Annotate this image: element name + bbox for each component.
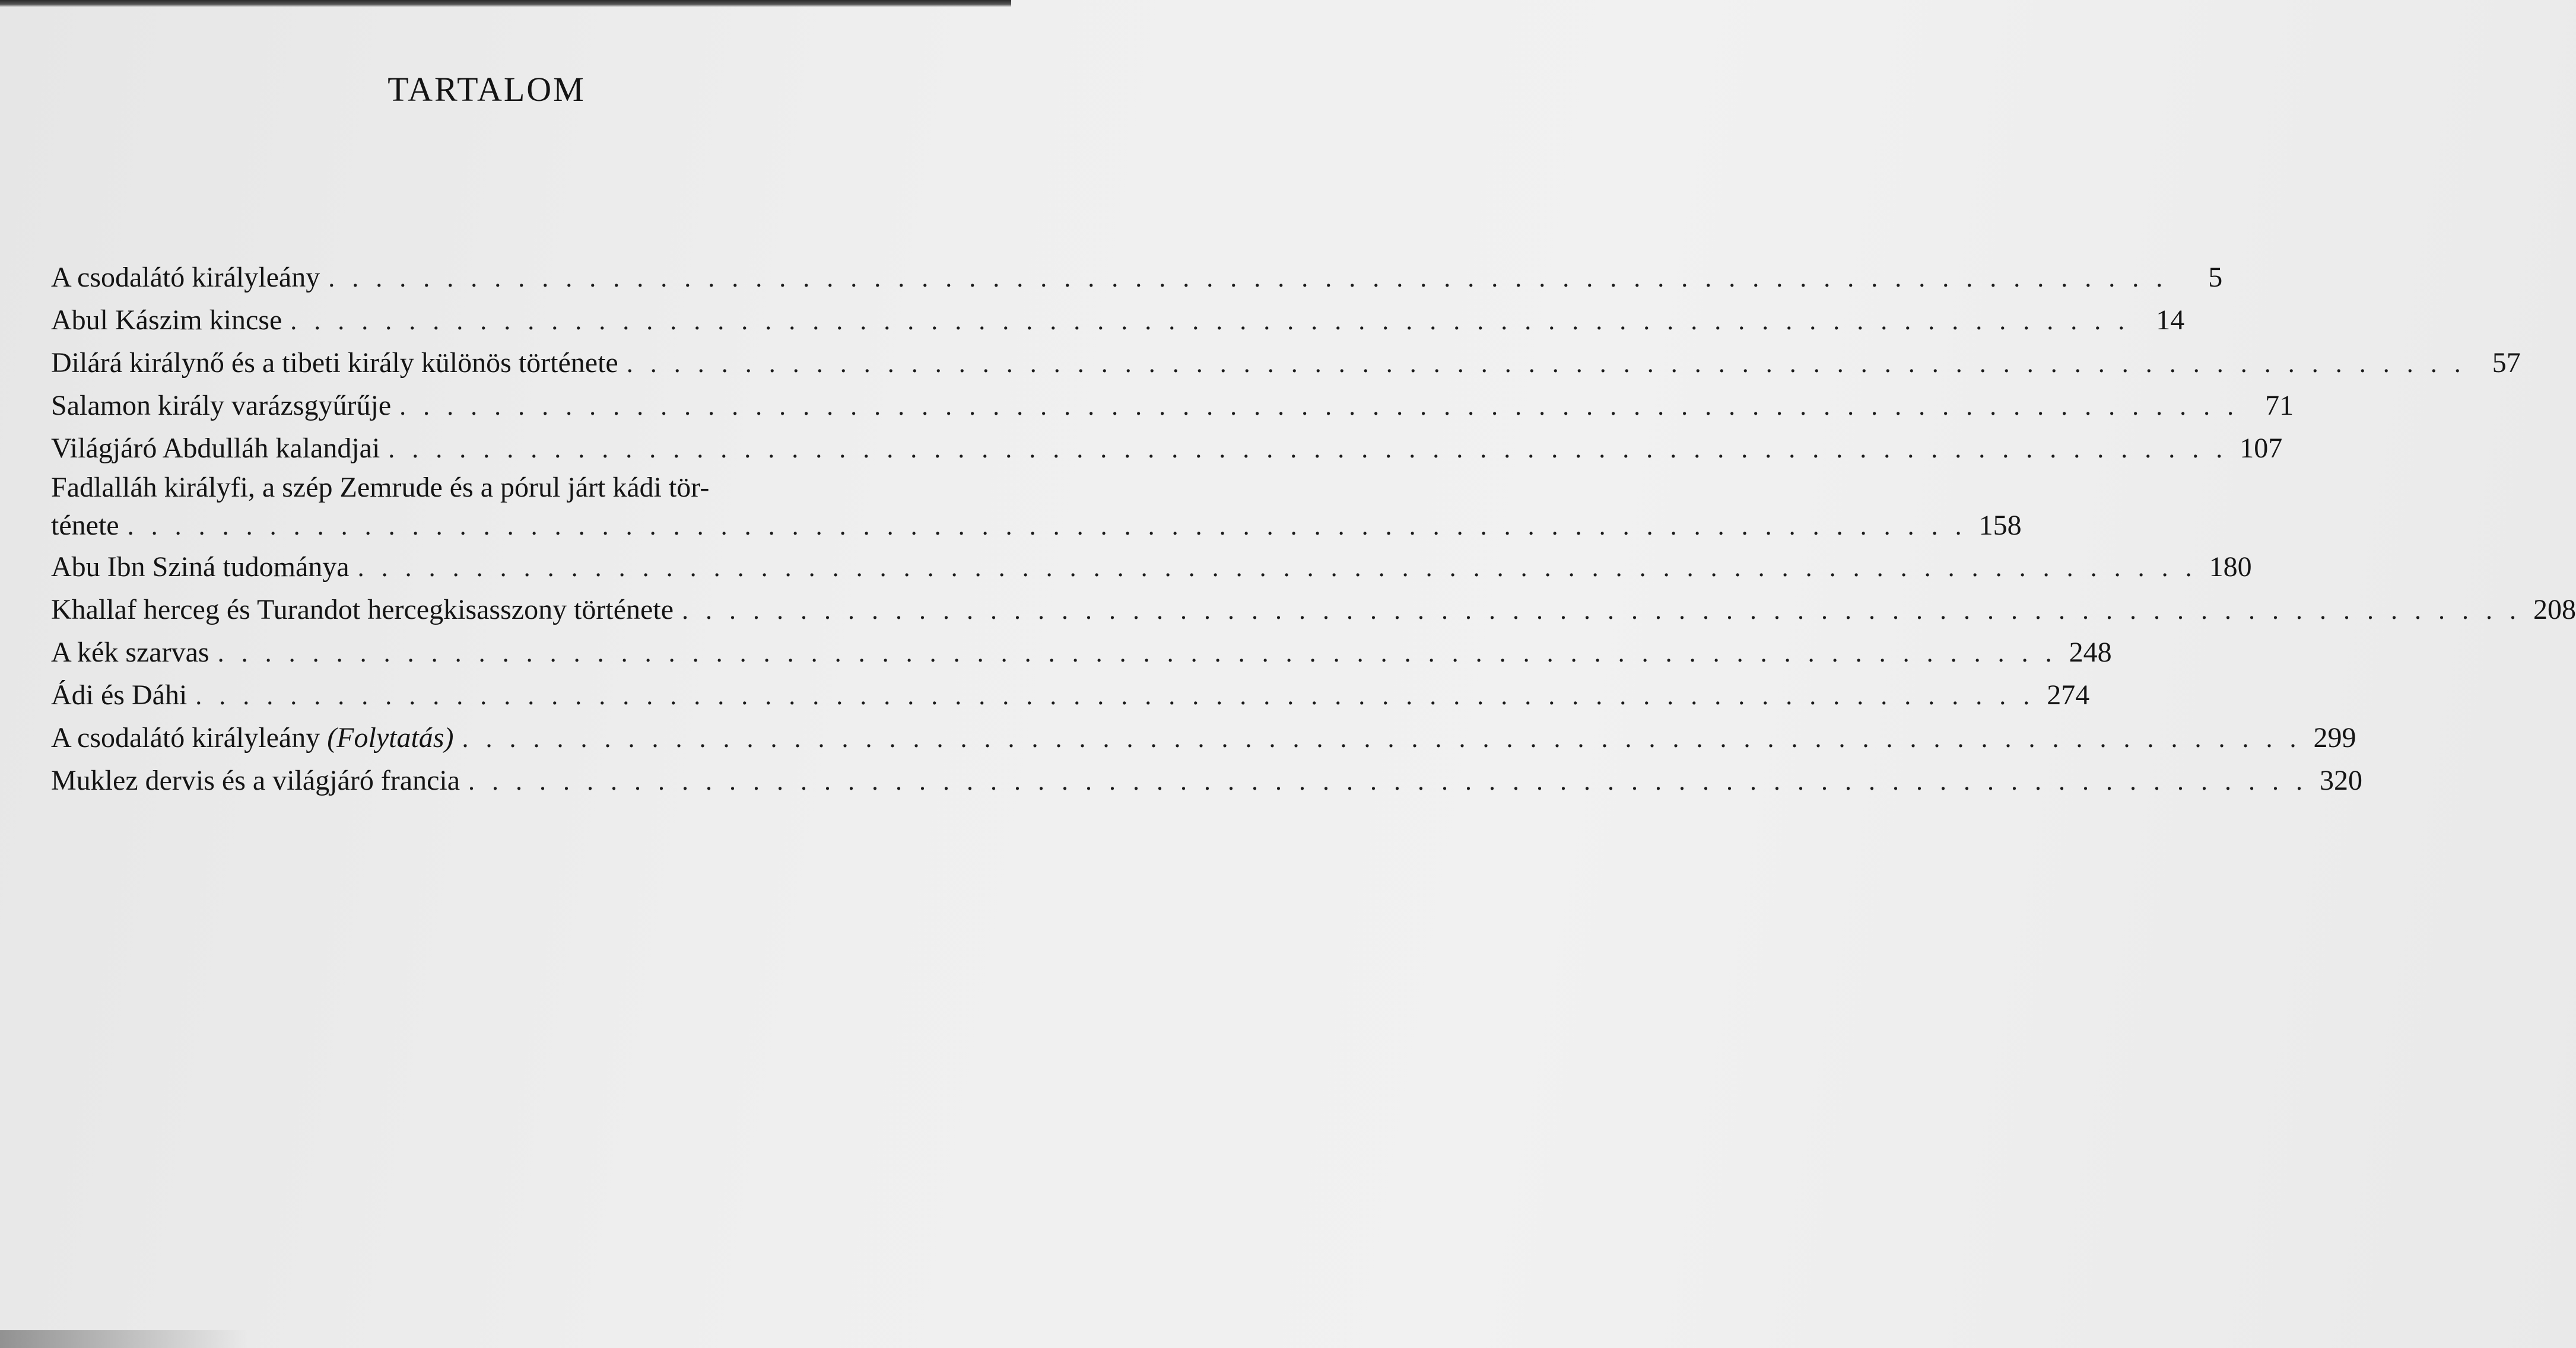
toc-entry-title <box>51 717 462 759</box>
toc-entry <box>51 759 2363 802</box>
toc-entry <box>51 470 2022 546</box>
toc-entry-title: Khallaf herceg és Turandot hercegkisasszony története <box>51 594 674 625</box>
toc-page-number: 71 <box>2265 390 2294 421</box>
toc-page-number: 208 <box>2533 594 2576 625</box>
toc-page-number: 158 <box>1978 510 2022 541</box>
toc-entry-title: Ádi és Dáhi <box>51 679 188 711</box>
dot-leader: . . . . . . . . . . . . . . . . . . . . . . . . . . . . . . . . . . . . . . . . . . . . . . . . . . . . . . . . . . . . . . . . . . . . . . . . . . . . . . <box>626 349 2466 378</box>
toc-entry-title-main: A csodalátó királyleány <box>51 722 320 754</box>
page-title: TARTALOM <box>387 69 586 109</box>
toc-page-number: 14 <box>2156 304 2185 336</box>
dot-leader: . . . . . . . . . . . . . . . . . . . . . . . . . . . . . . . . . . . . . . . . . . . . . . . . . . . . . . . . . . . . . . . . . . . . . . . . . . . . . . <box>127 511 1967 541</box>
toc-entry <box>51 256 2223 299</box>
table-of-contents <box>51 256 2576 802</box>
toc-page-number: 248 <box>2069 637 2112 668</box>
page-bottom-shadow <box>0 1330 249 1348</box>
toc-entry <box>51 674 2090 717</box>
toc-page-number: 107 <box>2240 433 2283 464</box>
dot-leader: . . . . . . . . . . . . . . . . . . . . . . . . . . . . . . . . . . . . . . . . . . . . . . . . . . . . . . . . . . . . . . . . . . . . . . . . . . . . . . <box>290 306 2130 335</box>
toc-page-number: 299 <box>2313 722 2356 754</box>
toc-entry <box>51 384 2294 427</box>
dot-leader: . . . . . . . . . . . . . . . . . . . . . . . . . . . . . . . . . . . . . . . . . . . . . . . . . . . . . . . . . . . . . . . . . . . . . . . . . . . . . . <box>328 263 2168 293</box>
toc-entry <box>51 546 2252 589</box>
toc-entry-title: Abul Kászim kincse <box>51 304 282 336</box>
toc-entry-title: Muklez dervis és a világjáró francia <box>51 765 460 796</box>
toc-entry-title: Világjáró Abdulláh kalandjai <box>51 433 380 464</box>
dot-leader: . . . . . . . . . . . . . . . . . . . . . . . . . . . . . . . . . . . . . . . . . . . . . . . . . . . . . . . . . . . . . . . . . . . . . . . . . . . . . . <box>388 434 2228 463</box>
toc-entry <box>51 342 2521 384</box>
dot-leader: . . . . . . . . . . . . . . . . . . . . . . . . . . . . . . . . . . . . . . . . . . . . . . . . . . . . . . . . . . . . . . . . . . . . . . . . . . . . . . <box>195 681 2035 710</box>
toc-entry-title: Dilárá királynő és a tibeti király különös története <box>51 347 618 379</box>
toc-entry-title: Abu Ibn Sziná tudománya <box>51 551 350 583</box>
toc-entry <box>51 631 2112 674</box>
toc-page-number: 180 <box>2209 551 2252 583</box>
toc-entry-title: A kék szarvas <box>51 637 209 668</box>
dot-leader: . . . . . . . . . . . . . . . . . . . . . . . . . . . . . . . . . . . . . . . . . . . . . . . . . . . . . . . . . . . . . . . . . . . . . . . . . . . . . . <box>357 553 2197 582</box>
page-top-edge <box>0 0 1011 7</box>
toc-page-number: 320 <box>2320 765 2363 796</box>
toc-page-number: 5 <box>2208 262 2223 293</box>
dot-leader: . . . . . . . . . . . . . . . . . . . . . . . . . . . . . . . . . . . . . . . . . . . . . . . . . . . . . . . . . . . . . . . . . . . . . . . . . . . . . . <box>217 638 2057 667</box>
toc-page-number: 274 <box>2047 679 2090 711</box>
toc-entry-continuation <box>51 506 2022 546</box>
toc-entry-title: A csodalátó királyleány <box>51 262 320 293</box>
dot-leader: . . . . . . . . . . . . . . . . . . . . . . . . . . . . . . . . . . . . . . . . . . . . . . . . . . . . . . . . . . . . . . . . . . . . . . . . . . . . . . <box>682 596 2521 625</box>
dot-leader: . . . . . . . . . . . . . . . . . . . . . . . . . . . . . . . . . . . . . . . . . . . . . . . . . . . . . . . . . . . . . . . . . . . . . . . . . . . . . . <box>399 392 2240 421</box>
toc-entry-title: Salamon király varázsgyűrűje <box>51 390 392 421</box>
dot-leader: . . . . . . . . . . . . . . . . . . . . . . . . . . . . . . . . . . . . . . . . . . . . . . . . . . . . . . . . . . . . . . . . . . . . . . . . . . . . . . <box>468 767 2308 796</box>
toc-page-number: 57 <box>2492 347 2521 379</box>
toc-entry-title: Fadlalláh királyfi, a szép Zemrude és a pórul járt kádi tör- <box>51 472 710 503</box>
toc-entry <box>51 427 2283 470</box>
toc-entry-title-italic: (Folytatás) <box>327 722 454 754</box>
toc-entry <box>51 299 2185 342</box>
dot-leader: . . . . . . . . . . . . . . . . . . . . . . . . . . . . . . . . . . . . . . . . . . . . . . . . . . . . . . . . . . . . . . . . . . . . . . . . . . . . . . <box>462 724 2302 753</box>
toc-entry <box>51 717 2356 759</box>
toc-entry <box>51 589 2576 631</box>
toc-entry-title-continued: ténete <box>51 510 119 541</box>
